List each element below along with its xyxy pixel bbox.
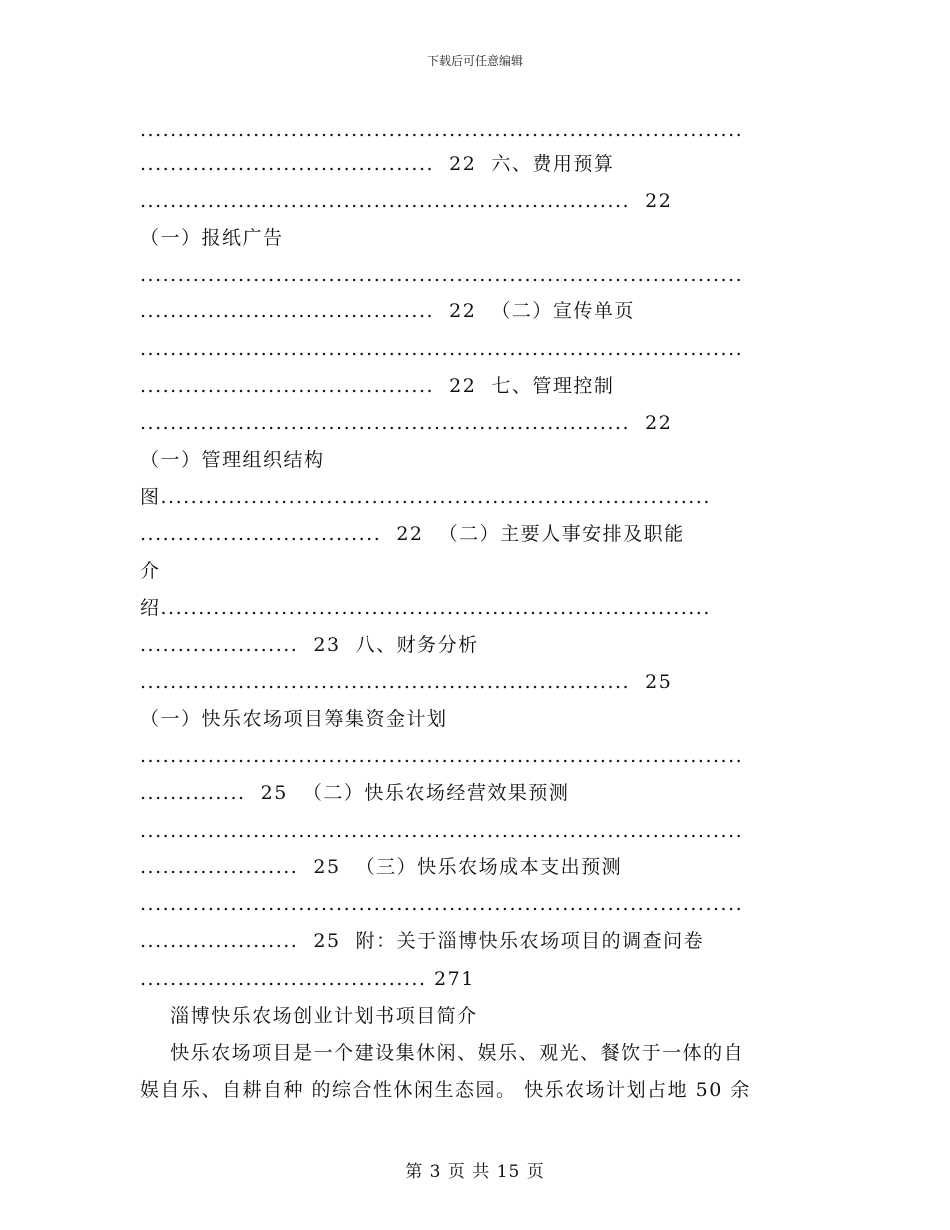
toc-line: ..................... 25 附：关于淄博快乐农场项目的调查问卷 [140,930,705,952]
toc-line: ................................................................................ [140,893,744,915]
toc-line: ................................................................................ [140,119,744,141]
toc-line: ................................................................................ [140,820,744,842]
toc-line: ..................... 25 （三）快乐农场成本支出预测 [140,856,623,878]
toc-line: ................................................................. 22 [140,412,673,434]
section-title: 淄博快乐农场创业计划书项目简介 [140,1005,478,1027]
toc-line: ....................................... 22 六、费用预算 [140,153,615,175]
toc-line: ...................................... 271 [140,968,475,990]
toc-line: （一）快乐农场项目筹集资金计划 [140,708,448,730]
toc-line: （一）报纸广告 [140,227,284,249]
toc-line: ....................................... 22 （二）宣传单页 [140,300,635,322]
toc-line: ................................................................. 22 [140,190,673,212]
body-paragraph-line: 娱自乐、自耕自种 的综合性休闲生态园。 快乐农场计划占地 50 余 [140,1079,751,1101]
toc-line: 绍......................................................................... [140,597,711,619]
toc-line: ..................... 23 八、财务分析 [140,634,479,656]
body-paragraph-line: 快乐农场项目是一个建设集休闲、娱乐、观光、餐饮于一体的自 [140,1042,745,1064]
toc-line: ................................................................................ [140,264,744,286]
toc-line: ....................................... 22 七、管理控制 [140,375,615,397]
toc-line: 介 [140,560,161,582]
page-header: 下载后可任意编辑 [426,54,523,68]
toc-line: （一）管理组织结构 [140,449,325,471]
toc-line: 图......................................................................... [140,486,711,508]
toc-line: ................................................................................ [140,338,744,360]
toc-line: ................................................................. 25 [140,671,673,693]
toc-line: ................................ 22 （二）主要人事安排及职能 [140,523,685,545]
page-footer: 第 3 页 共 15 页 [405,1162,545,1182]
toc-line: ................................................................................ [140,745,744,767]
toc-line: .............. 25 （二）快乐农场经营效果预测 [140,782,570,804]
